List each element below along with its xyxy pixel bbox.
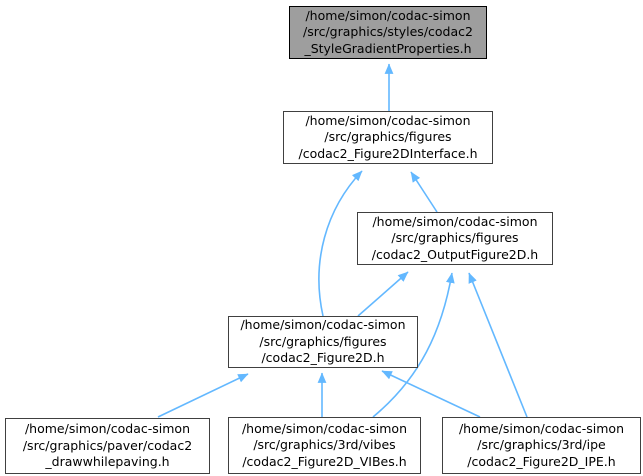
node-codac2-drawwhilepaving[interactable]	[5, 418, 210, 474]
edge-ipe-to-outputfigure	[469, 273, 527, 417]
node-codac2-outputfigure2d[interactable]	[357, 212, 553, 265]
node-label-line: /home/simon/codac-simon	[24, 421, 191, 437]
node-label-line: /home/simon/codac-simon	[372, 213, 538, 229]
node-label-line: /src/graphics/3rd/vibes	[253, 437, 396, 453]
node-label-line: /src/graphics/3rd/ipe	[477, 437, 606, 453]
node-label-line: /home/simon/codac-simon	[305, 112, 471, 128]
node-label-line: /src/graphics/styles/codac2	[303, 24, 473, 40]
node-label-line: _StyleGradientProperties.h	[304, 40, 472, 56]
node-label-line: /home/simon/codac-simon	[458, 420, 625, 436]
node-codac2-figure2dinterface[interactable]	[283, 111, 493, 164]
node-codac2-figure2d-ipe[interactable]	[442, 417, 641, 474]
node-label-line: /src/graphics/figures	[391, 230, 519, 246]
node-label-line: /home/simon/codac-simon	[240, 317, 406, 333]
node-label-line: /src/graphics/figures	[259, 333, 387, 349]
edge-drawwhilepaving-to-figure2d	[158, 374, 248, 417]
node-label-line: /home/simon/codac-simon	[241, 420, 408, 436]
node-label-line: /codac2_OutputFigure2D.h	[371, 246, 539, 262]
node-label-line: /codac2_Figure2D.h	[261, 350, 385, 366]
node-label-line: /codac2_Figure2DInterface.h	[298, 145, 478, 161]
node-codac2-figure2d-vibes[interactable]	[228, 417, 421, 474]
edge-figure2d-to-outputfigure	[358, 272, 408, 316]
node-codac2-stylegradientproperties	[289, 6, 487, 59]
node-label-line: /codac2_Figure2D_IPE.h	[467, 453, 616, 469]
node-label-line: /src/graphics/paver/codac2	[22, 437, 193, 453]
node-label-line: _drawwhilepaving.h	[45, 454, 170, 470]
node-label-line: /home/simon/codac-simon	[305, 7, 471, 23]
node-label-line: /codac2_Figure2D_VIBes.h	[242, 453, 407, 469]
node-label-line: /src/graphics/figures	[324, 129, 452, 145]
node-codac2-figure2d[interactable]	[228, 316, 418, 368]
edge-figure2d-to-interface	[319, 171, 362, 316]
edge-outputfigure-to-interface	[411, 172, 437, 212]
